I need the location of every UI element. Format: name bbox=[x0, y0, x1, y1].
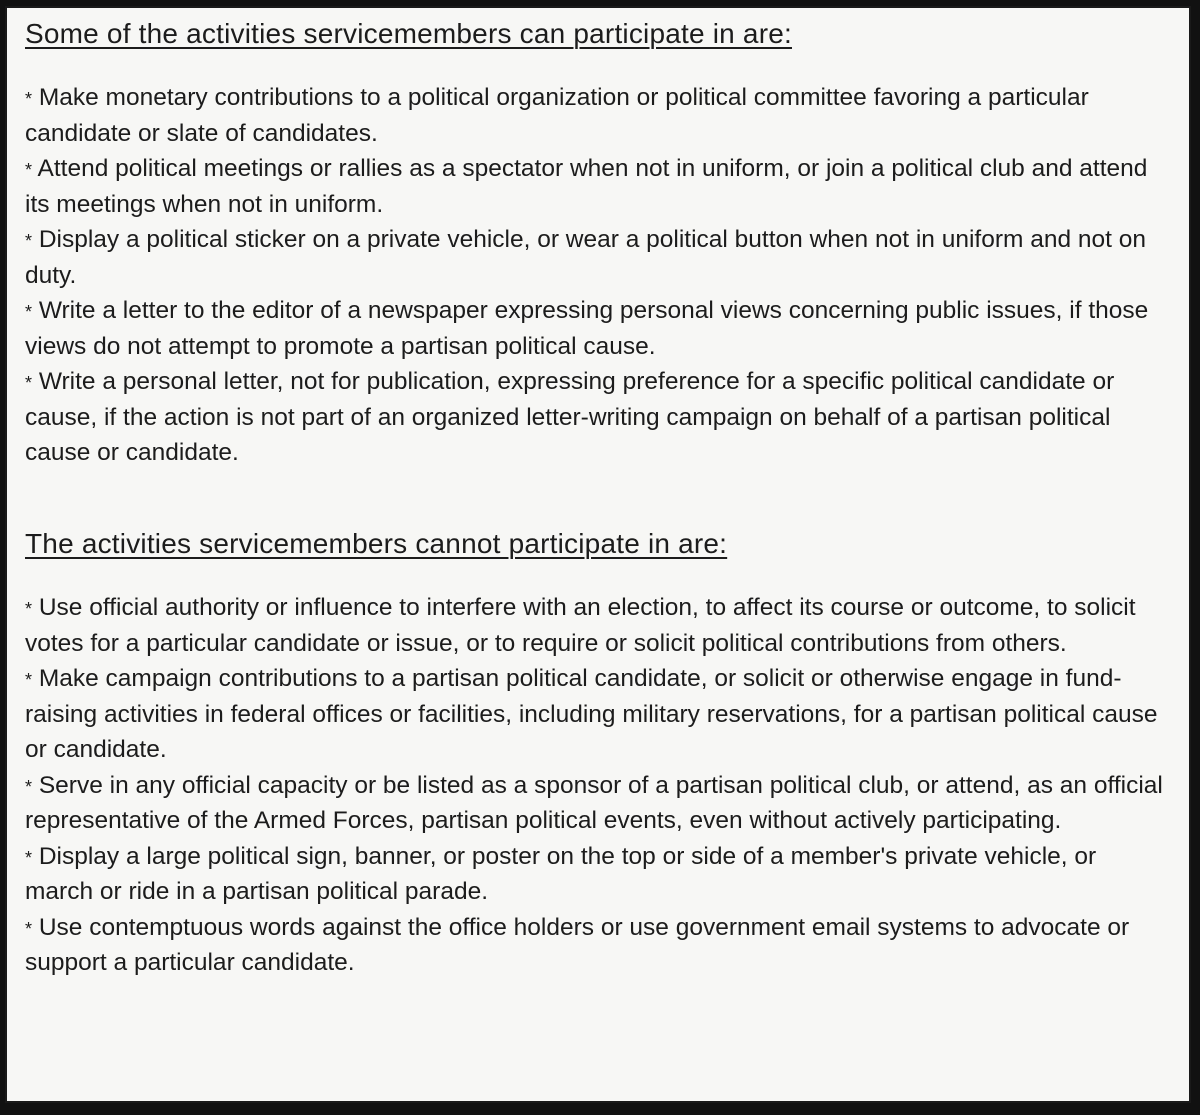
prohibited-activities-heading: The activities servicemembers cannot participate in are: bbox=[25, 528, 728, 559]
bullet-marker: * bbox=[25, 776, 33, 797]
list-item-text: Display a large political sign, banner, or poster on the top or side of a member's private vehicle, or march or ride in a partisan political parade. bbox=[25, 842, 1097, 905]
bullet-marker: * bbox=[25, 160, 33, 180]
bullet-marker: * bbox=[25, 670, 33, 690]
list-item-text: Write a personal letter, not for publication, expressing preference for a specific political candidate or cause, if the action is not part of an organized letter-writing campaign on behalf of a partisan political cause or candidate. bbox=[25, 368, 1115, 466]
prohibited-activities-list bbox=[25, 590, 1171, 981]
list-item-text: Make campaign contributions to a partisan political candidate, or solicit or otherwise engage in fund-raising activities in federal offices or facilities, including military reservations, for a partisan political cause or candidate. bbox=[25, 665, 1158, 763]
list-item bbox=[25, 151, 1171, 222]
list-item-text: Make monetary contributions to a political organization or political committee favoring a particular candidate or slate of candidates. bbox=[25, 84, 1089, 147]
list-item bbox=[25, 364, 1171, 471]
permitted-activities-list bbox=[25, 80, 1171, 471]
prohibited-activities-section bbox=[25, 526, 1171, 981]
bullet-marker: * bbox=[25, 302, 33, 322]
list-item-text: Serve in any official capacity or be listed as a sponsor of a partisan political club, or attend, as an official representative of the Armed Forces, partisan political events, even without actively participating. bbox=[25, 771, 1163, 834]
list-item-text: Use contemptuous words against the office holders or use government email systems to advocate or support a particular candidate. bbox=[25, 913, 1130, 976]
bullet-marker: * bbox=[25, 599, 33, 619]
list-item-text: Display a political sticker on a private vehicle, or wear a political button when not in uniform and not on duty. bbox=[25, 226, 1147, 289]
list-item-text: Use official authority or influence to interfere with an election, to affect its course or outcome, to solicit votes for a particular candidate or issue, or to require or solicit political contributions from others. bbox=[25, 594, 1136, 657]
bullet-marker: * bbox=[25, 373, 33, 393]
list-item-text: Attend political meetings or rallies as a spectator when not in uniform, or join a political club and attend its meetings when not in uniform. bbox=[25, 155, 1148, 218]
permitted-activities-section bbox=[25, 16, 1171, 471]
list-item bbox=[25, 768, 1171, 839]
list-item bbox=[25, 222, 1171, 293]
bullet-marker: * bbox=[25, 847, 33, 868]
bullet-marker: * bbox=[25, 231, 33, 251]
bullet-marker: * bbox=[25, 89, 33, 109]
list-item bbox=[25, 839, 1171, 910]
bullet-marker: * bbox=[25, 918, 33, 939]
list-item bbox=[25, 910, 1171, 981]
permitted-activities-heading: Some of the activities servicemembers can participate in are: bbox=[25, 18, 792, 49]
list-item-text: Write a letter to the editor of a newspaper expressing personal views concerning public issues, if those views do not attempt to promote a partisan political cause. bbox=[25, 297, 1149, 360]
list-item bbox=[25, 80, 1171, 151]
list-item bbox=[25, 590, 1171, 661]
list-item bbox=[25, 661, 1171, 768]
document-frame bbox=[5, 6, 1191, 1103]
list-item bbox=[25, 293, 1171, 364]
